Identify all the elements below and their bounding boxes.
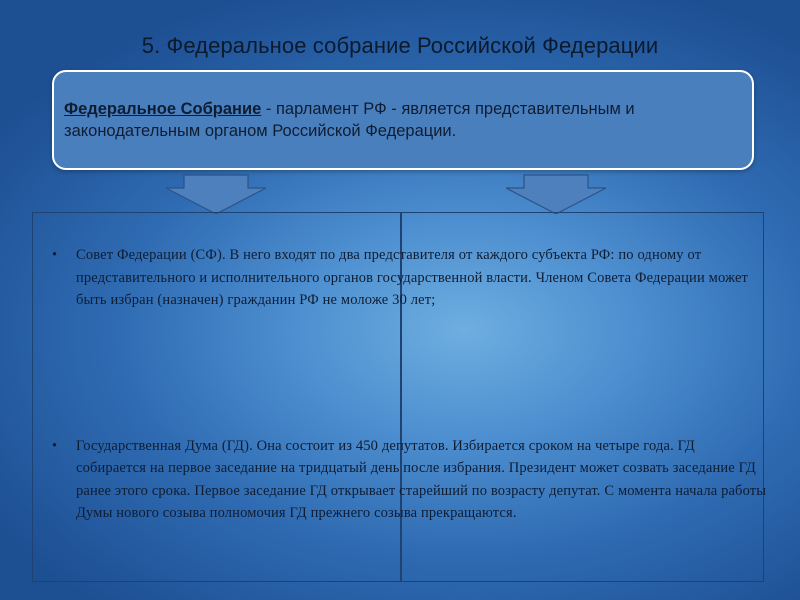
definition-text: - парламент РФ - является представительным и законодательным органом Российской Федерации.: [64, 100, 635, 140]
definition-term: Федеральное Собрание: [64, 100, 262, 118]
definition-box: [52, 70, 754, 170]
bullet-list: [48, 244, 768, 525]
slide-title: 5. Федеральное собрание Российской Федерации: [141, 33, 659, 58]
bullet-federation-council: • Совет Федерации (СФ). В него входят по два представителя от каждого субъекта РФ: по одному от представительного и исполнительного органов государственной власти. Членом Совета Федерации может быть избран (назначен) гражданин РФ не моложе 30 лет;: [48, 244, 768, 312]
down-arrow-left-icon: [166, 174, 266, 214]
bullet-state-duma: • Государственная Дума (ГД). Она состоит из 450 депутатов. Избирается сроком на четыре года. ГД собирается на первое заседание на тридцатый день после избрания. Президент может созвать заседание ГД ранее этого срока. Первое заседание ГД открывает старейший по возрасту депутат. С момента начала работы Думы нового созыва полномочия ГД прежнего созыва прекращаются.: [48, 435, 768, 525]
down-arrow-right-icon: [506, 174, 606, 214]
